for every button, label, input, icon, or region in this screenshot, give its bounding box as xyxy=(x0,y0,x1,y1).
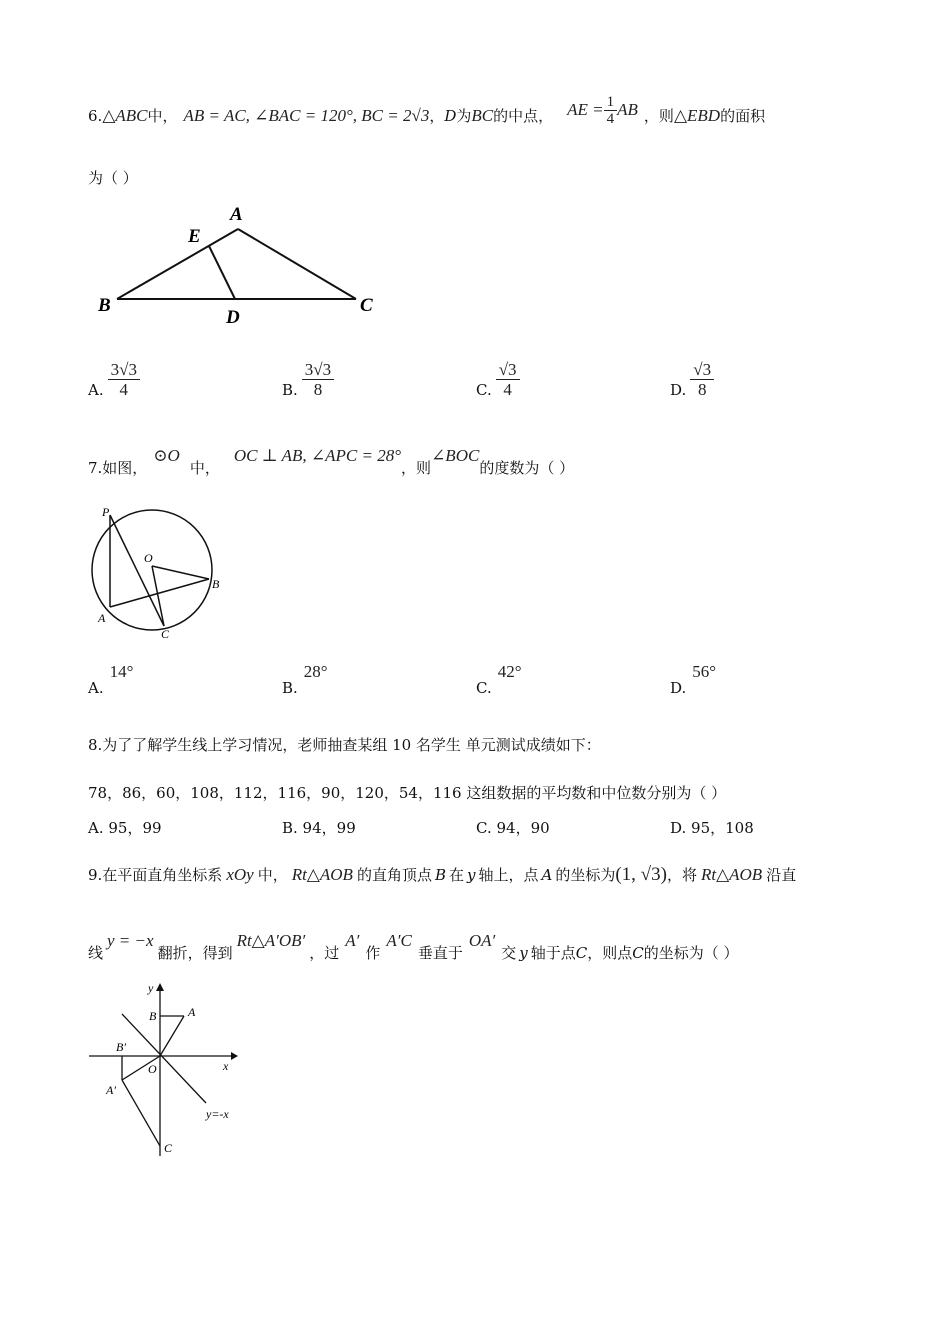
q9-c1: C xyxy=(575,944,588,962)
q6-label-b: B xyxy=(98,295,111,316)
q6-ebd: EBD xyxy=(687,106,721,125)
q8-option-d[interactable]: D. 95，108 xyxy=(670,819,754,837)
q7-option-d-value: 56° xyxy=(692,662,717,681)
q9-line1 xyxy=(88,858,796,892)
q6-ae-fraction xyxy=(604,94,618,127)
q8-option-c[interactable]: C. 94，90 xyxy=(476,819,550,837)
q6-area: 的面积 xyxy=(720,107,766,125)
q9-oap: OA′ xyxy=(468,931,496,950)
q6-wei: 为 xyxy=(456,107,472,125)
q6-bc: BC xyxy=(471,106,494,125)
q7-suffix: 的度数为（ ） xyxy=(479,459,575,477)
q6-mid: 的中点， xyxy=(493,107,554,125)
q7-seg-pc xyxy=(110,515,164,626)
q6-triangle-figure xyxy=(92,200,392,330)
q9-t6: 沿直 xyxy=(766,866,797,884)
q9-ap: A′ xyxy=(345,931,360,950)
q6-option-a-den: 4 xyxy=(119,380,129,399)
q6-option-d-num: √3 xyxy=(690,360,714,380)
q6-option-b-num: 3√3 xyxy=(302,360,334,380)
q9-l2-h: ，则点 xyxy=(587,944,633,962)
q9-seg-ao xyxy=(160,1016,184,1056)
q6-label-e: E xyxy=(188,226,201,247)
q6-option-b[interactable] xyxy=(282,360,334,399)
q9-y-axis-arrow xyxy=(156,983,164,991)
q6-option-b-fraction xyxy=(302,360,334,399)
q9-label-o: O xyxy=(148,1062,157,1076)
q6-option-a[interactable] xyxy=(88,360,140,399)
q9-label-b: B xyxy=(149,1009,157,1023)
q6-ae-num: 1 xyxy=(604,94,618,111)
q9-a: A xyxy=(541,866,553,884)
q6-label-c: C xyxy=(360,295,373,316)
q9-label-x: x xyxy=(223,1059,229,1073)
q7-option-a-label: A. xyxy=(88,679,104,697)
q9-label-ap: A′ xyxy=(106,1083,116,1097)
q9-label-a: A xyxy=(188,1005,196,1019)
q6-label-d: D xyxy=(226,307,240,328)
q9-l2-e: 垂直于 xyxy=(417,944,463,962)
q6-ae-rhs: AB xyxy=(617,100,638,119)
q9-x-axis-arrow xyxy=(231,1052,238,1060)
q7-label-a: A xyxy=(98,611,106,625)
q9-t3: 轴上，点 xyxy=(478,866,539,884)
q6-option-d[interactable] xyxy=(670,360,714,399)
q9-l2-i: 的坐标为（ ） xyxy=(643,944,739,962)
q7-label-c: C xyxy=(161,627,170,641)
q9-y2: y xyxy=(519,944,528,962)
q9-line-eq: y = −x xyxy=(107,931,154,950)
q9-t2: 在 xyxy=(448,866,464,884)
q8-option-b[interactable]: B. 94，99 xyxy=(282,819,356,837)
q7-stem xyxy=(88,442,574,478)
q6-triangle-symbol: △ xyxy=(102,106,116,125)
q7-option-b-label: B. xyxy=(282,679,298,697)
q8-option-a[interactable]: A. 95，99 xyxy=(88,819,162,837)
q9-l2-c: ，过 xyxy=(309,944,340,962)
q7-option-b-value: 28° xyxy=(303,662,328,681)
q6-option-b-label: B. xyxy=(282,380,298,399)
q7-prefix: 7.如图， xyxy=(88,459,148,477)
q6-num: 6. xyxy=(88,107,103,125)
q9-xoy: xOy xyxy=(226,865,254,884)
q9-t4: 的坐标为 xyxy=(555,866,616,884)
q9-rt1: Rt△AOB xyxy=(291,865,353,884)
q6-ae-den: 4 xyxy=(606,110,615,127)
q7-option-a[interactable] xyxy=(88,662,134,697)
q6-seg-ba xyxy=(117,229,238,299)
q9-y: y xyxy=(467,866,476,884)
q9-line2 xyxy=(88,928,739,962)
q6-option-c[interactable] xyxy=(476,360,520,399)
q7-label-p: P xyxy=(102,505,110,519)
q6-zhong: 中， xyxy=(147,107,178,125)
q6-option-c-num: √3 xyxy=(496,360,520,380)
q6-label-a: A xyxy=(230,204,243,225)
q7-circle: ⊙O xyxy=(153,446,180,465)
q6-line2: 为（ ） xyxy=(88,169,138,187)
q9-label-c: C xyxy=(164,1141,173,1155)
q9-l2-f: 交 xyxy=(501,944,517,962)
q7-ze: ，则 xyxy=(401,459,432,477)
q6-ae-relation xyxy=(567,94,638,127)
q9-rt3: Rt△A′OB′ xyxy=(236,931,306,950)
q9-l2-d: 作 xyxy=(365,944,381,962)
q9-l2-a: 线 xyxy=(88,944,104,962)
q6-option-c-den: 4 xyxy=(503,380,512,399)
q6-option-a-label: A. xyxy=(88,380,104,399)
q9-l2-b: 翻折，得到 xyxy=(157,944,233,962)
q7-label-o: O xyxy=(144,551,153,565)
q6-option-b-den: 8 xyxy=(313,380,323,399)
q6-option-c-fraction xyxy=(496,360,520,399)
q7-zhong: 中， xyxy=(189,459,220,477)
q9-seg-apc xyxy=(122,1080,160,1146)
q7-option-d[interactable] xyxy=(670,662,717,697)
q6-option-d-fraction xyxy=(690,360,714,399)
q9-b: B xyxy=(434,866,446,884)
q9-t5: ，将 xyxy=(666,866,697,884)
q9-rt2: Rt△AOB xyxy=(700,865,763,884)
q9-t1: 的直角顶点 xyxy=(356,866,432,884)
q6-option-d-label: D. xyxy=(670,380,687,399)
q7-seg-oc xyxy=(152,566,164,626)
q6-ae-lhs: AE = xyxy=(567,100,604,119)
q7-label-b: B xyxy=(212,577,220,591)
q6-line1 xyxy=(88,93,766,136)
q7-seg-ob xyxy=(152,566,209,579)
q9-prefix: 9.在平面直角坐标系 xyxy=(88,866,223,884)
q6-seg-ed xyxy=(209,246,235,299)
q6-condition: AB = AC, ∠BAC = 120°, BC = 2√3 xyxy=(183,106,430,125)
q9-coord: (1, √3) xyxy=(615,864,667,885)
q7-circle-figure xyxy=(86,498,236,648)
q9-apc: A′C xyxy=(386,931,412,950)
q6-option-a-fraction xyxy=(108,360,140,399)
q6-option-a-num: 3√3 xyxy=(108,360,140,380)
q6-comma: ， xyxy=(429,107,445,125)
q9-l2-g: 轴于点 xyxy=(530,944,576,962)
q7-option-c-label: C. xyxy=(476,679,492,697)
q8-stem-line2: 78，86，60，108，112，116，90，120，54，116 这组数据的平均数和中位数分别为（ ） xyxy=(88,784,727,802)
q7-option-c-value: 42° xyxy=(497,662,522,681)
q9-label-y: y xyxy=(148,981,154,995)
q9-zhong: 中， xyxy=(257,866,288,884)
q7-boc: ∠BOC xyxy=(431,446,480,465)
q6-seg-ac xyxy=(238,229,356,299)
q6-option-c-label: C. xyxy=(476,380,492,399)
q7-condition: OC ⊥ AB, ∠APC = 28° xyxy=(233,446,402,465)
q9-c2: C xyxy=(632,944,644,962)
q7-option-a-value: 14° xyxy=(109,662,134,681)
q9-label-line: y=-x xyxy=(206,1107,229,1121)
q6-abc: ABC xyxy=(115,106,148,125)
q6-d: D xyxy=(444,107,457,125)
q7-option-c[interactable] xyxy=(476,662,522,697)
q7-option-b[interactable] xyxy=(282,662,328,697)
q9-coordinate-figure xyxy=(86,978,256,1163)
q9-line-y-neg-x xyxy=(122,1014,206,1103)
q6-option-d-den: 8 xyxy=(697,380,707,399)
q8-stem-line1: 8.为了了解学生线上学习情况，老师抽查某组 10 名学生 单元测试成绩如下： xyxy=(88,736,601,754)
q9-label-bp: B′ xyxy=(116,1040,126,1054)
q6-triangle-symbol-2: △ xyxy=(673,106,688,125)
q7-option-d-label: D. xyxy=(670,679,687,697)
q6-ze: ，则 xyxy=(643,107,674,125)
